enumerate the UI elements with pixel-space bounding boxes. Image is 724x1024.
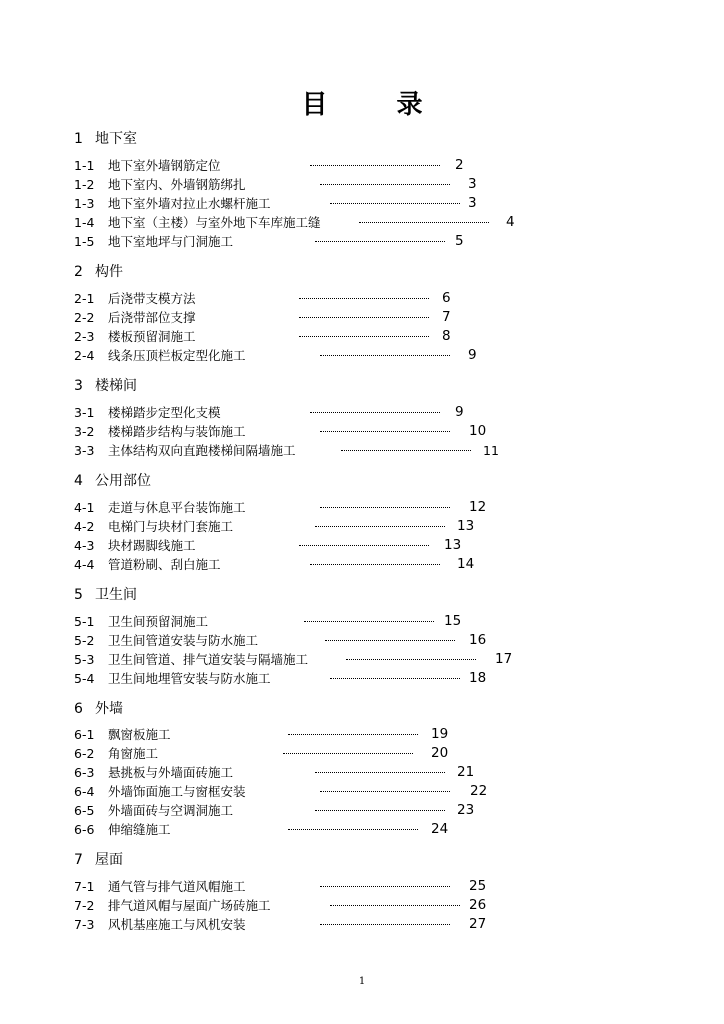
entry-label: 地下室（主楼）与室外地下车库施工缝	[108, 215, 321, 230]
entry-number: 5-4	[74, 671, 95, 686]
dot-leader	[288, 734, 418, 735]
entry-number: 1-5	[74, 234, 95, 249]
entry-page: 6	[442, 290, 451, 306]
entry-page: 25	[469, 878, 487, 894]
entry-label: 风机基座施工与风机安装	[108, 917, 246, 932]
dot-leader	[288, 829, 418, 830]
entry-number: 5-2	[74, 633, 95, 648]
dot-leader	[304, 621, 434, 622]
entry-number: 6-4	[74, 784, 95, 799]
section-number: 4	[74, 473, 83, 489]
entry-label: 楼板预留洞施工	[108, 329, 196, 344]
entry-label: 楼梯踏步定型化支模	[108, 405, 221, 420]
section-heading	[74, 470, 151, 490]
section-heading	[74, 128, 137, 148]
section-heading	[74, 584, 137, 604]
entry-page: 3	[468, 195, 477, 211]
dot-leader	[320, 791, 450, 792]
entry-label: 主体结构双向直跑楼梯间隔墙施工	[108, 443, 296, 458]
entry-label: 楼梯踏步结构与装饰施工	[108, 424, 246, 439]
section-title: 地下室	[95, 131, 137, 147]
dot-leader	[330, 905, 460, 906]
entry-label: 卫生间预留洞施工	[108, 614, 209, 629]
dot-leader	[315, 526, 445, 527]
dot-leader	[359, 222, 489, 223]
dot-leader	[341, 450, 471, 451]
entry-label: 悬挑板与外墙面砖施工	[108, 765, 234, 780]
dot-leader	[299, 336, 429, 337]
dot-leader	[315, 772, 445, 773]
entry-page: 9	[455, 404, 464, 420]
entry-page: 14	[457, 556, 475, 572]
entry-number: 5-1	[74, 614, 95, 629]
entry-page: 23	[457, 802, 475, 818]
dot-leader	[315, 810, 445, 811]
entry-number: 2-1	[74, 291, 95, 306]
entry-number: 3-1	[74, 405, 95, 420]
section-number: 3	[74, 378, 83, 394]
entry-label: 线条压顶栏板定型化施工	[108, 348, 246, 363]
entry-label: 排气道风帽与屋面广场砖施工	[108, 898, 271, 913]
entry-page: 13	[444, 537, 462, 553]
section-heading	[74, 261, 123, 281]
entry-number: 4-4	[74, 557, 95, 572]
dot-leader	[320, 431, 450, 432]
section-title: 楼梯间	[95, 378, 137, 394]
dot-leader	[330, 678, 460, 679]
entry-page: 8	[442, 328, 451, 344]
entry-number: 3-2	[74, 424, 95, 439]
entry-label: 电梯门与块材门套施工	[108, 519, 234, 534]
dot-leader	[320, 355, 450, 356]
section-number: 5	[74, 587, 83, 603]
entry-page: 17	[495, 651, 513, 667]
entry-label: 通气管与排气道风帽施工	[108, 879, 246, 894]
entry-page: 12	[469, 499, 487, 515]
entry-page: 2	[455, 157, 464, 173]
section-title: 公用部位	[95, 473, 151, 489]
entry-number: 1-2	[74, 177, 95, 192]
entry-label: 卫生间管道、排气道安装与隔墙施工	[108, 652, 309, 667]
entry-page: 11	[483, 443, 499, 458]
page-number: 1	[358, 976, 366, 987]
entry-number: 2-3	[74, 329, 95, 344]
entry-page: 26	[469, 897, 487, 913]
entry-number: 7-2	[74, 898, 95, 913]
section-number: 1	[74, 131, 83, 147]
entry-page: 18	[469, 670, 487, 686]
dot-leader	[299, 545, 429, 546]
entry-page: 7	[442, 309, 451, 325]
entry-label: 地下室外墙钢筋定位	[108, 158, 221, 173]
entry-page: 10	[469, 423, 487, 439]
dot-leader	[320, 184, 450, 185]
entry-number: 7-1	[74, 879, 95, 894]
entry-number: 3-3	[74, 443, 95, 458]
entry-page: 15	[444, 613, 462, 629]
dot-leader	[320, 886, 450, 887]
section-heading	[74, 375, 137, 395]
section-heading	[74, 698, 123, 718]
entry-label: 后浇带部位支撑	[108, 310, 196, 325]
entry-label: 地下室内、外墙钢筋绑扎	[108, 177, 246, 192]
section-heading	[74, 849, 123, 869]
entry-number: 4-2	[74, 519, 95, 534]
entry-number: 2-4	[74, 348, 95, 363]
entry-page: 20	[431, 745, 449, 761]
entry-label: 走道与休息平台装饰施工	[108, 500, 246, 515]
section-title: 外墙	[95, 701, 123, 717]
section-title: 卫生间	[95, 587, 137, 603]
entry-number: 4-3	[74, 538, 95, 553]
entry-number: 1-3	[74, 196, 95, 211]
dot-leader	[320, 924, 450, 925]
section-number: 2	[74, 264, 83, 280]
entry-page: 16	[469, 632, 487, 648]
entry-label: 地下室地坪与门洞施工	[108, 234, 234, 249]
entry-number: 6-3	[74, 765, 95, 780]
dot-leader	[315, 241, 445, 242]
entry-number: 6-1	[74, 727, 95, 742]
section-number: 7	[74, 852, 83, 868]
entry-label: 块材踢脚线施工	[108, 538, 196, 553]
dot-leader	[320, 507, 450, 508]
entry-label: 外墙饰面施工与窗框安装	[108, 784, 246, 799]
entry-number: 5-3	[74, 652, 95, 667]
entry-page: 24	[431, 821, 449, 837]
entry-page: 22	[470, 783, 488, 799]
entry-number: 6-2	[74, 746, 95, 761]
entry-page: 5	[455, 233, 464, 249]
entry-label: 飘窗板施工	[108, 727, 171, 742]
entry-page: 3	[468, 176, 477, 192]
entry-label: 卫生间地埋管安装与防水施工	[108, 671, 271, 686]
dot-leader	[299, 317, 429, 318]
section-title: 屋面	[95, 852, 123, 868]
toc-title: 目 录	[301, 90, 453, 120]
entry-page: 21	[457, 764, 475, 780]
entry-label: 卫生间管道安装与防水施工	[108, 633, 259, 648]
entry-page: 27	[469, 916, 487, 932]
entry-page: 9	[468, 347, 477, 363]
entry-number: 4-1	[74, 500, 95, 515]
dot-leader	[299, 298, 429, 299]
dot-leader	[283, 753, 413, 754]
dot-leader	[310, 412, 440, 413]
entry-label: 后浇带支模方法	[108, 291, 196, 306]
entry-page: 19	[431, 726, 449, 742]
entry-label: 伸缩缝施工	[108, 822, 171, 837]
dot-leader	[310, 165, 440, 166]
entry-number: 7-3	[74, 917, 95, 932]
entry-label: 角窗施工	[108, 746, 159, 761]
entry-number: 6-6	[74, 822, 95, 837]
entry-label: 管道粉刷、刮白施工	[108, 557, 221, 572]
entry-page: 4	[506, 214, 515, 230]
dot-leader	[325, 640, 455, 641]
entry-number: 1-4	[74, 215, 95, 230]
entry-number: 1-1	[74, 158, 95, 173]
entry-label: 地下室外墙对拉止水螺杆施工	[108, 196, 271, 211]
entry-number: 2-2	[74, 310, 95, 325]
entry-number: 6-5	[74, 803, 95, 818]
entry-label: 外墙面砖与空调洞施工	[108, 803, 234, 818]
entry-page: 13	[457, 518, 475, 534]
section-title: 构件	[95, 264, 123, 280]
section-number: 6	[74, 701, 83, 717]
dot-leader	[346, 659, 476, 660]
dot-leader	[330, 203, 460, 204]
dot-leader	[310, 564, 440, 565]
